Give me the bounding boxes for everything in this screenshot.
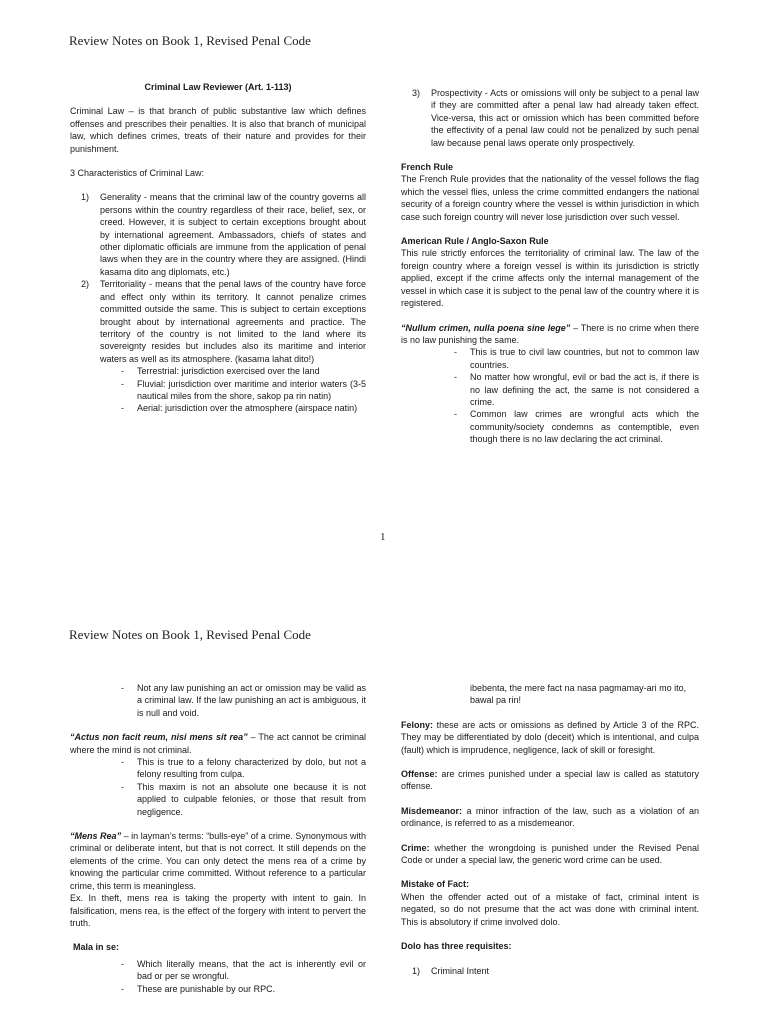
list-item: - No matter how wrongful, evil or bad the act is, if there is no law defining the act, the same is not considered a crime. — [454, 372, 699, 407]
mens-rea-paragraph: “Mens Rea” – in layman’s terms: “bulls-eye” of a crime. Synonymous with criminal or deliberate intent, but that is not correct. It still depends on the elements of the crime. You can only detect the mens rea of a crime by knowing the particular crime committed. Without reference to a particular crime, this term is meaningless. — [70, 831, 366, 891]
dolo-requisites-list — [401, 965, 699, 977]
list-item: - This maxim is not an absolute one because it is not applied to culpable felonies, or those that result from negligence. — [121, 781, 366, 817]
list-item: 1) Generality - means that the criminal law of the country governs all persons within the country regardless of their race, belief, sex, or creed. However, it is subject to certain exceptions brought about by international agreement. Ambassadors, chiefs of states and other diplomatic officials are immune from the application of penal laws when they are in the country where they are assigned. (Hindi kasama dito ang diplomats, etc.) — [81, 192, 366, 277]
law-validity-list — [120, 682, 366, 719]
characteristics-list — [70, 191, 366, 414]
crime-definition: Crime: whether the wrongdoing is punished under the Revised Penal Code or under a special law, the generic word crime can be used. — [401, 842, 699, 866]
list-item: - Aerial: jurisdiction over the atmosphere (airspace natin) — [121, 403, 358, 414]
list-item: - Which literally means, that the act is inherently evil or bad or per se wrongful. — [121, 958, 366, 982]
american-rule-heading: American Rule / Anglo-Saxon Rule — [401, 236, 549, 247]
continued-text: ibebenta, the mere fact na nasa pagmamay-ari mo ito, bawal pa rin! — [470, 683, 687, 706]
french-rule-heading: French Rule — [401, 162, 454, 173]
actus-list — [120, 756, 366, 818]
list-item: 1) Criminal Intent — [412, 965, 490, 976]
page1-right-column — [401, 87, 699, 446]
prospectivity-item — [401, 87, 699, 149]
mistake-of-fact-text: When the offender acted out of a mistake of fact, criminal intent is negated, so do not presume that the act was done with criminal intent. This is absolutory if crime involved dolo. — [401, 891, 699, 927]
page2-right-column — [401, 682, 699, 977]
page-header: Review Notes on Book 1, Revised Penal Code — [69, 627, 311, 642]
list-item: - Terrestrial: jurisdiction exercised over the land — [121, 366, 320, 377]
offense-definition: Offense: are crimes punished under a special law is called as statutory offense. — [401, 769, 699, 792]
misdemeanor-definition: Misdemeanor: a minor infraction of the law, such as a violation of an ordinance, is referred to as a misdemeanor. — [401, 805, 699, 829]
territory-sublist — [100, 365, 366, 415]
mala-in-se-heading: Mala in se: — [73, 942, 120, 953]
actus-paragraph: “Actus non facit reum, nisi mens sit rea” – The act cannot be criminal where the mind is not criminal. — [70, 732, 366, 755]
french-rule-text: The French Rule provides that the nationality of the vessel follows the flag which the vessel flies, unless the crime committed endangers the national security of a foreign country where the vessel is within jurisdiction in which case such foreign country will never lose jurisdiction over such vessel. — [401, 174, 699, 222]
characteristics-heading: 3 Characteristics of Criminal Law: — [70, 168, 205, 179]
criminal-law-definition: Criminal Law – is that branch of public substantive law which defines offenses and prescribes their penalties. It is also that branch of municipal law, which defines crimes, treats of their nature and provides for their punishment. — [70, 106, 366, 154]
page1-left-column — [70, 81, 366, 415]
dolo-heading: Dolo has three requisites: — [401, 941, 512, 952]
american-rule-text: This rule strictly enforces the territoriality of criminal law. The law of the foreign country where a foreign vessel is within its jurisdiction is strictly applied, except if the crime affects only the internal management of the vessel in which case it is subject to the penal law of the country where it is registered. — [401, 248, 699, 309]
list-item: - This is true to a felony characterized by dolo, but not a felony resulting from culpa. — [121, 757, 366, 780]
list-item: 2) Territoriality - means that the penal laws of the country have force and effect only within its territory. It cannot penalize crimes committed outside the same. This is subject to certain exceptions brought about by international agreements and practice. The territory of the country is not limited to the land where its sovereignty resides but includes also its maritime and interior waters as well as its atmosphere. (kasama lahat dito!) - Terrestrial: jurisdiction exercised over the land - Fluvial: jurisdiction over maritime and interior waters (3-5 nautical miles from the shore, sakop pa rin natin) - Aerial: jurisdiction over the atmosphere (airspace natin) — [81, 279, 366, 414]
mala-in-se-list — [120, 958, 366, 995]
list-item: - These are punishable by our RPC. — [121, 983, 276, 994]
list-item: - Common law crimes are wrongful acts which the community/society condemns as contemptible, even though there is no law declaring the act criminal. — [454, 409, 699, 445]
felony-definition: Felony: these are acts or omissions as defined by Article 3 of the RPC. They may be differentiated by dolo (deceit) which is intentional, and culpa (fault) which is imprudence, negligence, lack of skill or foresight. — [401, 719, 699, 755]
page-number: 1 — [380, 531, 386, 543]
list-item: - Fluvial: jurisdiction over maritime and interior waters (3-5 nautical miles from the shore, sakop pa rin natin) — [121, 378, 366, 401]
list-item: - This is true to civil law countries, but not to common law countries. — [454, 347, 699, 370]
list-item: - Not any law punishing an act or omission may be valid as a criminal law. If the law punishing an act is ambiguous, it is null and void. — [121, 683, 366, 718]
nullum-crimen-paragraph: “Nullum crimen, nulla poena sine lege” – There is no crime when there is no law punishing the same. — [401, 322, 699, 345]
page2-left-column — [70, 682, 366, 995]
list-item: 3) Prospectivity - Acts or omissions will only be subject to a penal law if they are committed after a penal law had already taken effect. Vice-versa, this act or omission which has been committed before the effectivity of a penal law could not be penalized by such penal law because penal laws operate only prospectively. — [412, 88, 699, 148]
example-text: Ex. In theft, mens rea is taking the property with intent to gain. In falsification, mens rea, is the effect of the forgery with intent to pervert the truth. — [70, 893, 366, 928]
reviewer-title: Criminal Law Reviewer (Art. 1-113) — [144, 82, 292, 92]
nullum-list — [453, 346, 699, 445]
page-header: Review Notes on Book 1, Revised Penal Code — [69, 33, 311, 48]
mistake-of-fact-heading: Mistake of Fact: — [401, 879, 470, 890]
